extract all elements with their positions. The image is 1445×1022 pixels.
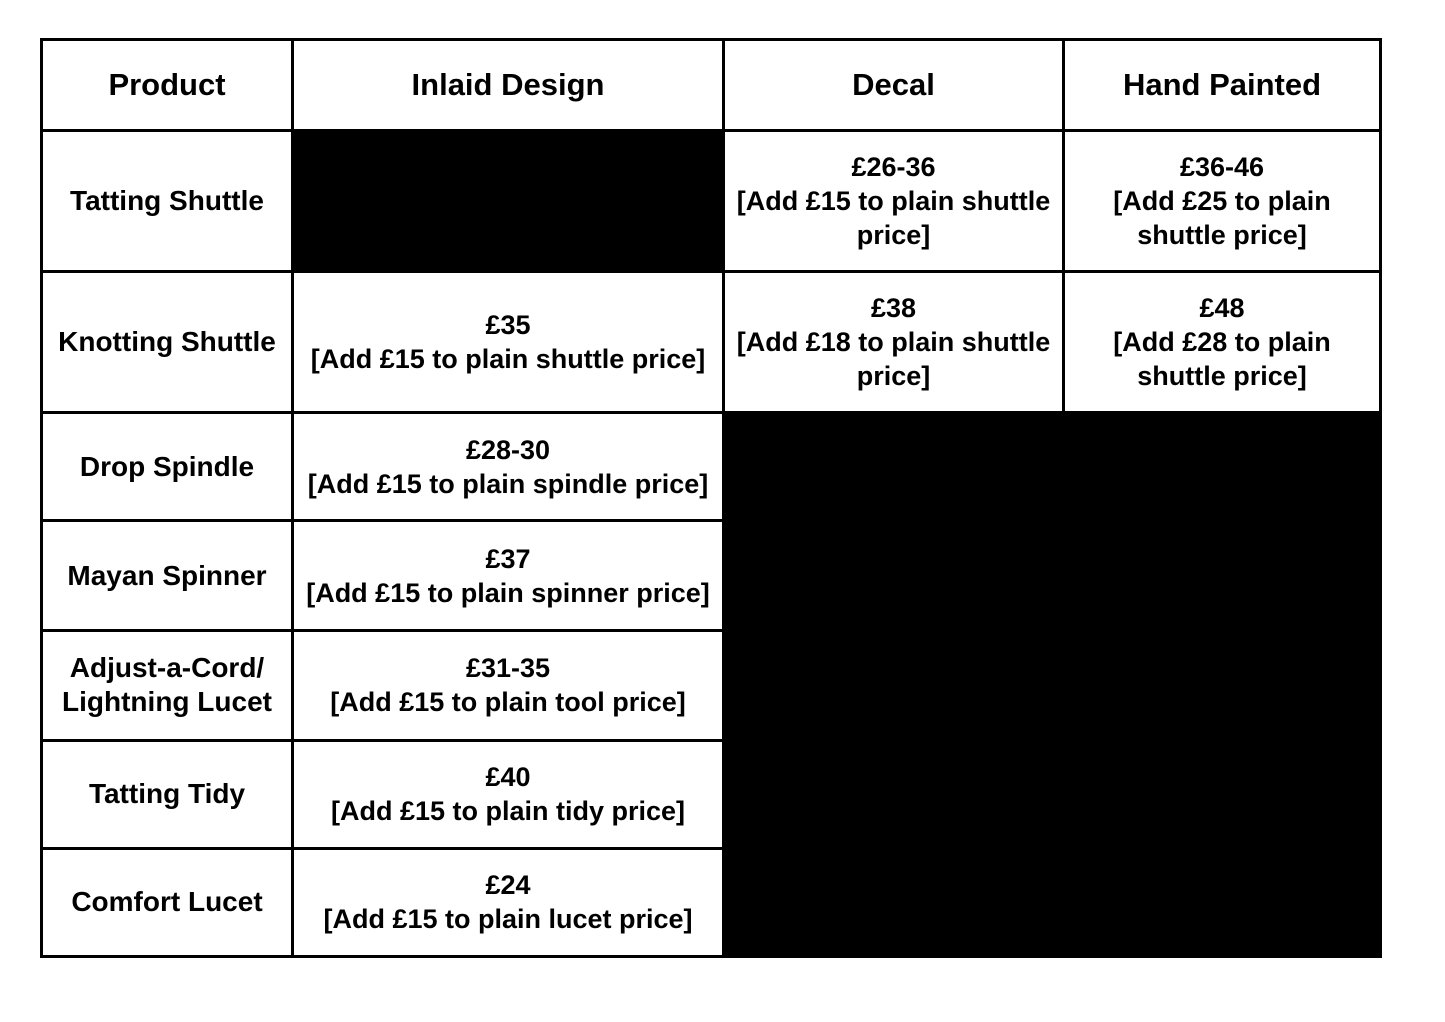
price-note: [Add £15 to plain tool price] <box>330 687 686 718</box>
table-row <box>42 272 1381 413</box>
price-note: [Add £25 to plain shuttle price] <box>1113 186 1331 251</box>
price-note: [Add £15 to plain spindle price] <box>307 468 709 499</box>
price-note: [Add £18 to plain shuttle price] <box>736 327 1051 392</box>
price-note: [Add £15 to plain shuttle price] <box>736 186 1051 251</box>
price-value: £36-46 <box>1179 152 1265 183</box>
inlaid-cell <box>293 630 724 740</box>
price-note: [Add £15 to plain tidy price] <box>330 796 686 827</box>
inlaid-cell <box>293 272 724 413</box>
price-value: £48 <box>1199 293 1245 324</box>
price-note: [Add £28 to plain shuttle price] <box>1113 327 1331 392</box>
price-value: £40 <box>485 762 531 793</box>
product-name: Tatting Tidy <box>42 740 293 848</box>
header-decal: Decal <box>724 40 1064 131</box>
product-name: Drop Spindle <box>42 413 293 521</box>
table-row <box>42 413 1381 521</box>
price-note: [Add £15 to plain lucet price] <box>323 904 693 935</box>
product-name-line: Adjust-a-Cord/ <box>69 652 265 684</box>
header-hand-painted: Hand Painted <box>1064 40 1381 131</box>
header-row <box>42 40 1381 131</box>
header-inlaid-design: Inlaid Design <box>293 40 724 131</box>
unavailable-block <box>724 413 1381 957</box>
price-table <box>40 38 1382 958</box>
inlaid-cell <box>293 848 724 956</box>
decal-cell <box>724 272 1064 413</box>
product-name: Tatting Shuttle <box>42 131 293 272</box>
price-value: £28-30 <box>465 434 551 465</box>
price-value: £31-35 <box>465 653 551 684</box>
price-note: [Add £15 to plain shuttle price] <box>310 344 706 375</box>
unavailable-cell <box>293 131 724 272</box>
product-name: Comfort Lucet <box>42 848 293 956</box>
hand-painted-cell <box>1064 272 1381 413</box>
decal-cell <box>724 131 1064 272</box>
price-value: £37 <box>485 543 531 574</box>
price-value: £38 <box>870 293 917 324</box>
hand-painted-cell <box>1064 131 1381 272</box>
price-note: [Add £15 to plain spinner price] <box>306 577 710 608</box>
header-product: Product <box>42 40 293 131</box>
product-name: Mayan Spinner <box>42 521 293 630</box>
table-row <box>42 131 1381 272</box>
product-name <box>42 630 293 740</box>
price-value: £35 <box>485 310 531 341</box>
price-value: £26-36 <box>851 152 936 183</box>
inlaid-cell <box>293 413 724 521</box>
price-value: £24 <box>485 870 531 901</box>
product-name: Knotting Shuttle <box>42 272 293 413</box>
inlaid-cell <box>293 740 724 848</box>
product-name-line: Lightning Lucet <box>62 686 272 718</box>
inlaid-cell <box>293 521 724 630</box>
